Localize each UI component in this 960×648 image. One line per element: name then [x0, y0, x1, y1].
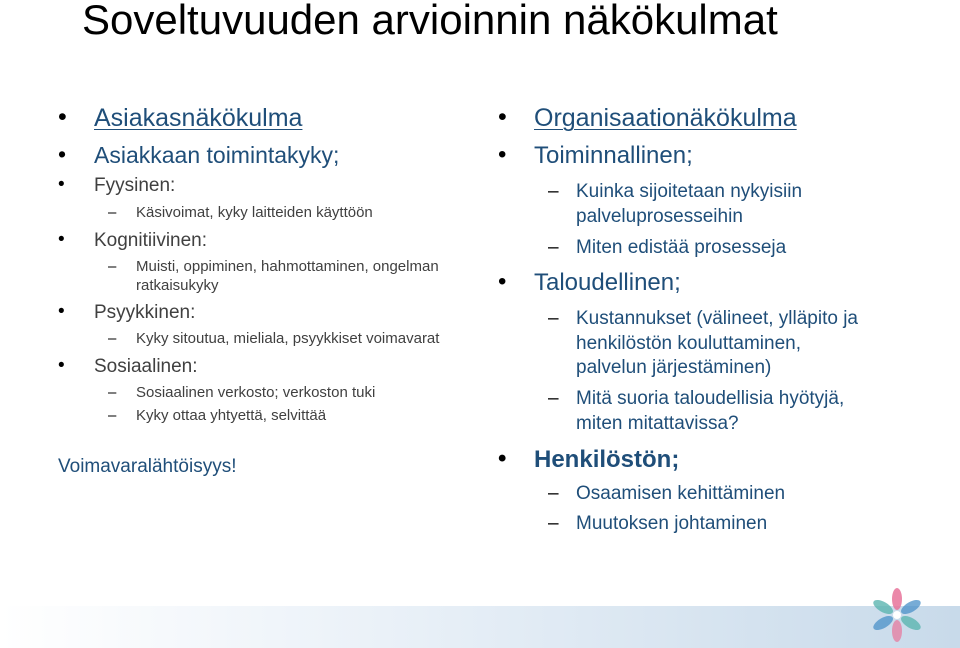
- functional-detail-2: – Miten edistää prosesseja: [576, 237, 786, 259]
- physical-item: • Fyysinen:: [94, 175, 175, 197]
- physical-detail: – Käsivoimat, kyky laitteiden käyttöön: [136, 204, 373, 221]
- functional-detail-1: – Kuinka sijoitetaan nykyisiin: [576, 181, 802, 203]
- cognitive-detail: – Muisti, oppiminen, hahmottaminen, ongelman: [136, 258, 439, 275]
- flower-logo-icon: [864, 582, 930, 648]
- staff-detail-2: – Muutoksen johtaminen: [576, 513, 767, 535]
- economic-detail-1-cont: henkilöstön kouluttaminen,: [576, 333, 801, 354]
- economic-detail-1-cont2: palvelun järjestäminen): [576, 357, 772, 378]
- economic-detail-2-cont: miten mitattavissa?: [576, 413, 739, 434]
- staff-heading: • Henkilöstön;: [534, 446, 679, 474]
- social-detail-2: – Kyky ottaa yhtyettä, selvittää: [136, 407, 326, 424]
- psychological-detail: – Kyky sitoutua, mieliala, psyykkiset voimavarat: [136, 330, 439, 347]
- resource-orientation-note: Voimavaralähtöisyys!: [58, 456, 237, 477]
- customer-perspective-heading: • Asiakasnäkökulma: [94, 104, 302, 133]
- social-item: • Sosiaalinen:: [94, 356, 198, 378]
- customer-capability-heading: • Asiakkaan toimintakyky;: [94, 142, 339, 169]
- economic-heading: • Taloudellinen;: [534, 269, 681, 297]
- psychological-item: • Psyykkinen:: [94, 302, 195, 324]
- economic-detail-2: – Mitä suoria taloudellisia hyötyjä,: [576, 388, 844, 410]
- functional-heading: • Toiminnallinen;: [534, 142, 693, 170]
- social-detail-1: – Sosiaalinen verkosto; verkoston tuki: [136, 384, 375, 401]
- staff-detail-1: – Osaamisen kehittäminen: [576, 483, 785, 505]
- functional-detail-1-cont: palveluprosesseihin: [576, 206, 743, 227]
- footer-gradient-band: [0, 606, 960, 648]
- page-title: Soveltuvuuden arvioinnin näkökulmat: [82, 0, 778, 43]
- cognitive-detail-cont: ratkaisukyky: [136, 277, 219, 294]
- organization-perspective-heading: • Organisaationäkökulma: [534, 104, 797, 133]
- cognitive-item: • Kognitiivinen:: [94, 230, 207, 252]
- economic-detail-1: – Kustannukset (välineet, ylläpito ja: [576, 308, 858, 330]
